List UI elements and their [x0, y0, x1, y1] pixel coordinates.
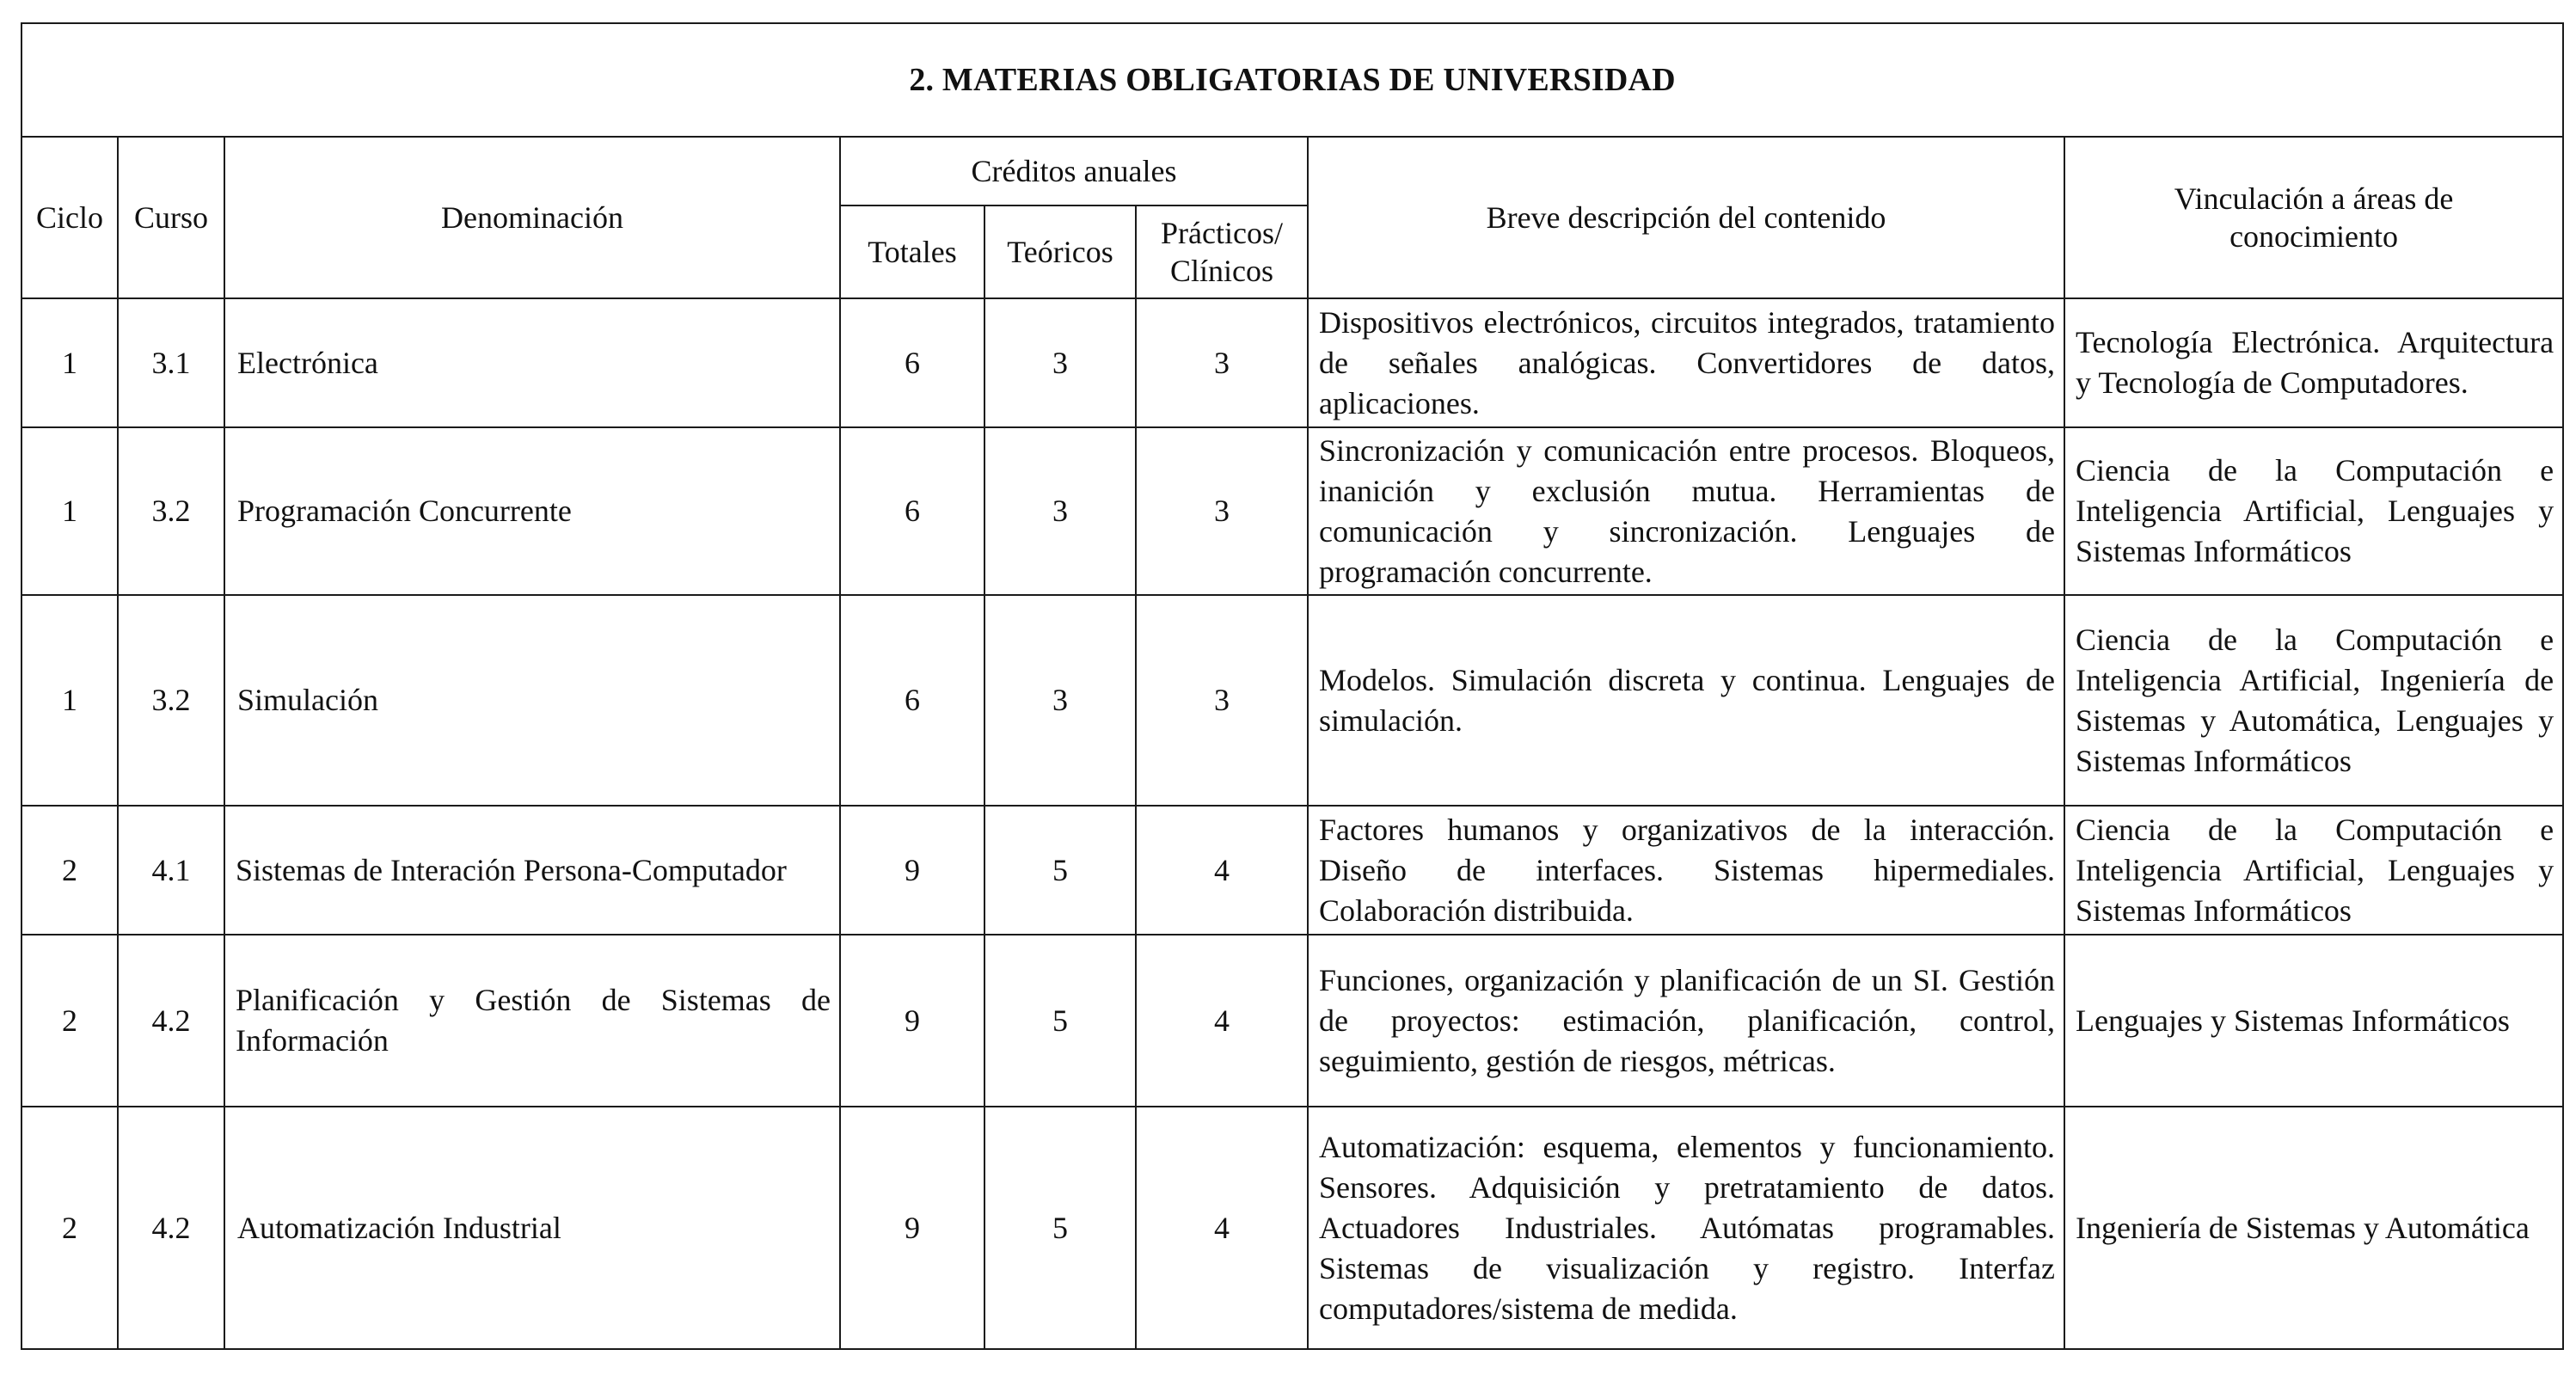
header-practicos: Prácticos/ Clínicos: [1136, 205, 1308, 298]
header-vinculacion: Vinculación a áreas de conocimiento: [2064, 137, 2563, 298]
cell-totales: 6: [840, 595, 984, 806]
cell-totales: 9: [840, 806, 984, 935]
cell-ciclo: 1: [21, 298, 118, 427]
cell-descripcion: Funciones, organización y planificación de un SI. Gestión de proyectos: estimación, planificación, control, seguimiento, gestión de riesgos, métricas.: [1308, 935, 2064, 1107]
cell-denominacion: Sistemas de Interación Persona-Computador: [224, 806, 840, 935]
header-totales: Totales: [840, 205, 984, 298]
cell-practicos: 3: [1136, 298, 1308, 427]
cell-ciclo: 2: [21, 1107, 118, 1349]
table-row: [21, 427, 2563, 595]
cell-totales: 9: [840, 935, 984, 1107]
cell-practicos: 4: [1136, 1107, 1308, 1349]
cell-curso: 3.1: [118, 298, 224, 427]
cell-teoricos: 5: [984, 935, 1136, 1107]
cell-teoricos: 3: [984, 595, 1136, 806]
cell-curso: 4.1: [118, 806, 224, 935]
table-row: [21, 1107, 2563, 1349]
subjects-table: [21, 22, 2564, 1350]
cell-ciclo: 2: [21, 935, 118, 1107]
cell-totales: 6: [840, 298, 984, 427]
cell-teoricos: 3: [984, 427, 1136, 595]
cell-curso: 3.2: [118, 427, 224, 595]
cell-totales: 9: [840, 1107, 984, 1349]
header-creditos-anuales: Créditos anuales: [840, 137, 1308, 205]
cell-descripcion: Sincronización y comunicación entre procesos. Bloqueos, inanición y exclusión mutua. Herramientas de comunicación y sincronización. Lenguajes de programación concurrente.: [1308, 427, 2064, 595]
header-curso: Curso: [118, 137, 224, 298]
cell-vinculacion: Ciencia de la Computación e Inteligencia Artificial, Lenguajes y Sistemas Informáticos: [2064, 806, 2563, 935]
table-row: [21, 595, 2563, 806]
cell-practicos: 4: [1136, 806, 1308, 935]
cell-curso: 3.2: [118, 595, 224, 806]
cell-vinculacion: Tecnología Electrónica. Arquitectura y Tecnología de Computadores.: [2064, 298, 2563, 427]
cell-teoricos: 5: [984, 1107, 1136, 1349]
cell-denominacion: Electrónica: [224, 298, 840, 427]
header-denominacion: Denominación: [224, 137, 840, 298]
cell-denominacion: Simulación: [224, 595, 840, 806]
subjects-document: [21, 22, 2562, 1350]
table-title: 2. MATERIAS OBLIGATORIAS DE UNIVERSIDAD: [21, 23, 2563, 137]
cell-practicos: 4: [1136, 935, 1308, 1107]
table-row: [21, 806, 2563, 935]
cell-teoricos: 3: [984, 298, 1136, 427]
cell-vinculacion: Ciencia de la Computación e Inteligencia Artificial, Ingeniería de Sistemas y Automática, Lenguajes y Sistemas Informáticos: [2064, 595, 2563, 806]
cell-vinculacion: Ingeniería de Sistemas y Automática: [2064, 1107, 2563, 1349]
header-ciclo: Ciclo: [21, 137, 118, 298]
cell-ciclo: 1: [21, 427, 118, 595]
cell-practicos: 3: [1136, 595, 1308, 806]
table-row: [21, 935, 2563, 1107]
table-row: [21, 298, 2563, 427]
cell-ciclo: 2: [21, 806, 118, 935]
cell-vinculacion: Lenguajes y Sistemas Informáticos: [2064, 935, 2563, 1107]
cell-denominacion: Automatización Industrial: [224, 1107, 840, 1349]
header-descripcion: Breve descripción del contenido: [1308, 137, 2064, 298]
cell-denominacion: Programación Concurrente: [224, 427, 840, 595]
header-teoricos: Teóricos: [984, 205, 1136, 298]
cell-descripcion: Modelos. Simulación discreta y continua. Lenguajes de simulación.: [1308, 595, 2064, 806]
cell-vinculacion: Ciencia de la Computación e Inteligencia Artificial, Lenguajes y Sistemas Informáticos: [2064, 427, 2563, 595]
cell-practicos: 3: [1136, 427, 1308, 595]
cell-teoricos: 5: [984, 806, 1136, 935]
cell-denominacion: Planificación y Gestión de Sistemas de Información: [224, 935, 840, 1107]
cell-descripcion: Factores humanos y organizativos de la interacción. Diseño de interfaces. Sistemas hipermediales. Colaboración distribuida.: [1308, 806, 2064, 935]
cell-ciclo: 1: [21, 595, 118, 806]
cell-totales: 6: [840, 427, 984, 595]
cell-descripcion: Dispositivos electrónicos, circuitos integrados, tratamiento de señales analógicas. Convertidores de datos, aplicaciones.: [1308, 298, 2064, 427]
cell-descripcion: Automatización: esquema, elementos y funcionamiento. Sensores. Adquisición y pretratamiento de datos. Actuadores Industriales. Autómatas programables. Sistemas de visualización y registro. Interfaz computadores/sistema de medida.: [1308, 1107, 2064, 1349]
cell-curso: 4.2: [118, 1107, 224, 1349]
cell-curso: 4.2: [118, 935, 224, 1107]
